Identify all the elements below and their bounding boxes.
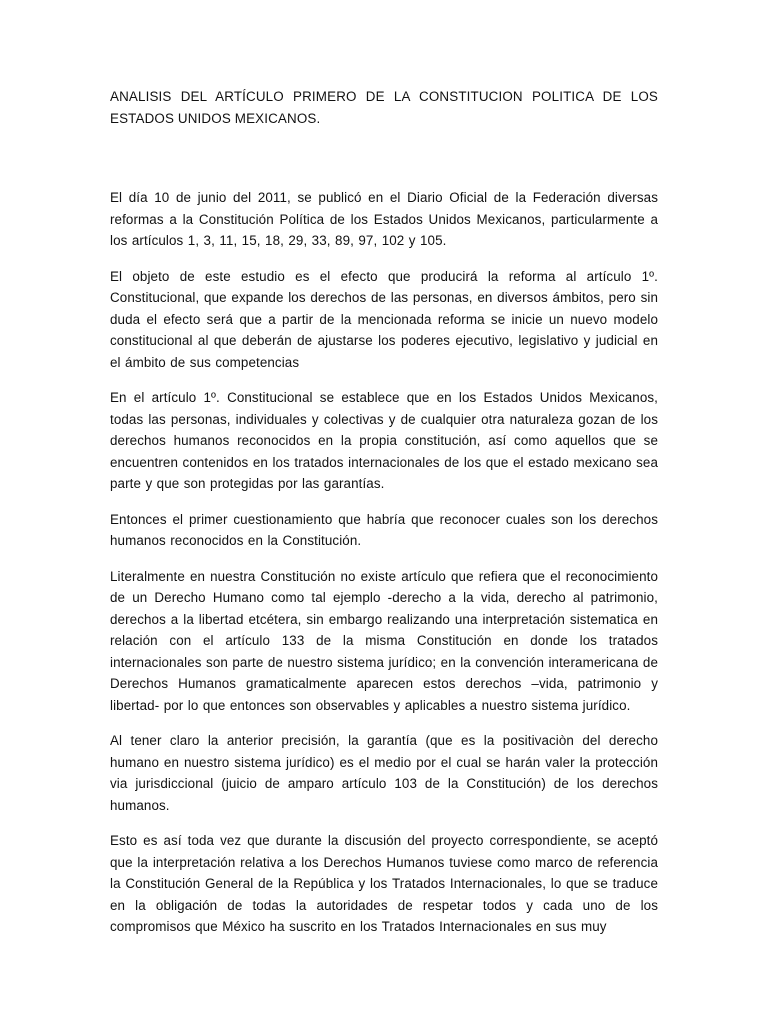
paragraph-2: El objeto de este estudio es el efecto que producirá la reforma al artículo 1º. Constitucional, que expande los derechos de las personas, en diversos ámbitos, pero sin duda el efecto será que a partir de la mencionada reforma se inicie un nuevo modelo constitucional al que deberán de ajustarse los poderes ejecutivo, legislativo y judicial en el ámbito de sus competencias [110, 268, 658, 370]
document-title: ANALISIS DEL ARTÍCULO PRIMERO DE LA CONSTITUCION POLITICA DE LOS ESTADOS UNIDOS MEXICANOS. [110, 89, 658, 126]
document-page [110, 86, 658, 952]
paragraph-5: Literalmente en nuestra Constitución no existe artículo que refiera que el reconocimiento de un Derecho Humano como tal ejemplo -derecho a la vida, derecho al patrimonio, derechos a la libertad etcétera, sin embargo realizando una interpretación sistematica en relación con el artículo 133 de la misma Constitución en donde los tratados internacionales son parte de nuestro sistema jurídico; en la convención interamericana de Derechos Humanos gramaticalmente aparecen estos derechos –vida, patrimonio y libertad- por lo que entonces son observables y aplicables a nuestro sistema jurídico. [110, 568, 658, 713]
paragraph-1: El día 10 de junio del 2011, se publicó en el Diario Oficial de la Federación diversas reformas a la Constitución Política de los Estados Unidos Mexicanos, particularmente a los artículos 1, 3, 11, 15, 18, 29, 33, 89, 97, 102 y 105. [110, 190, 658, 248]
paragraph-3: En el artículo 1º. Constitucional se establece que en los Estados Unidos Mexicanos, todas las personas, individuales y colectivas y de cualquier otra naturaleza gozan de los derechos humanos reconocidos en la propia constitución, así como aquellos que se encuentren contenidos en los tratados internacionales de los que el estado mexicano sea parte y que son protegidas por las garantías. [110, 390, 658, 491]
paragraph-7: Esto es así toda vez que durante la discusión del proyecto correspondiente, se aceptó que la interpretación relativa a los Derechos Humanos tuviese como marco de referencia la Constitución General de la República y los Tratados Internacionales, lo que se traduce en la obligación de todas la autoridades de respetar todos y cada uno de los compromisos que México ha suscrito en los Tratados Internacionales en sus muy [110, 833, 658, 934]
paragraph-6: Al tener claro la anterior precisión, la garantía (que es la positivaciòn del derecho humano en nuestro sistema jurídico) es el medio por el cual se harán valer la protección via jurisdiccional (juicio de amparo artículo 103 de la Constitución) de los derechos humanos. [110, 733, 658, 813]
paragraph-4: Entonces el primer cuestionamiento que habría que reconocer cuales son los derechos humanos reconocidos en la Constitución. [110, 511, 658, 548]
